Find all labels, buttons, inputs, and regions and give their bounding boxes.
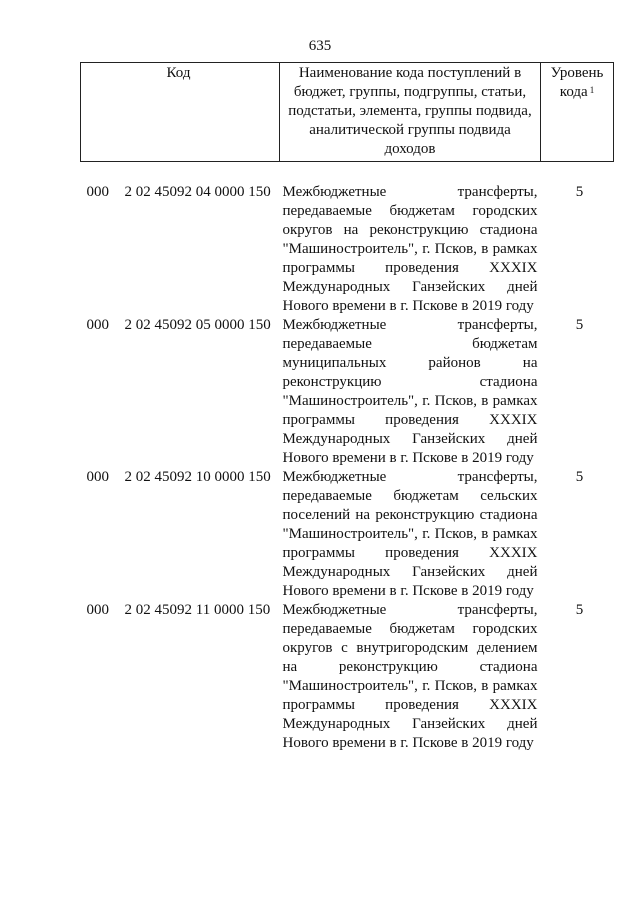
header-level: [541, 63, 614, 162]
table-row: [81, 316, 614, 468]
page-number: 635: [308, 38, 332, 54]
admin-code: 000: [86, 602, 109, 618]
revenue-code: 2 02 45092 10 0000 150: [124, 469, 271, 485]
header-level-label: Уровень кода: [550, 65, 604, 100]
code-level: 5: [575, 317, 584, 333]
table-header-row: [81, 63, 614, 162]
admin-code: 000: [86, 317, 109, 333]
revenue-code: 2 02 45092 05 0000 150: [124, 317, 271, 333]
admin-code: 000: [86, 469, 109, 485]
table-header: [81, 63, 614, 162]
revenue-name: Межбюджетные трансферты, передаваемые бюджетам городских округов с внутригородским делением на реконструкцию стадиона "Машиностроитель", г. Псков, в рамках программы проведения XXXIX Международных Ганзейских дней Нового времени в г. Пскове в 2019 году: [282, 602, 538, 751]
footnote-marker: 1: [589, 85, 595, 95]
revenue-codes-table: [80, 62, 614, 753]
code-level: 5: [575, 602, 584, 618]
header-code: Код: [81, 63, 280, 162]
code-level: 5: [575, 184, 584, 200]
header-name: Наименование кода поступлений в бюджет, группы, подгруппы, статьи, подстатьи, элемента, группы подвида, аналитической группы подвида доходов: [280, 63, 541, 162]
revenue-name: Межбюджетные трансферты, передаваемые бюджетам городских округов на реконструкцию стадиона "Машиностроитель", г. Псков, в рамках программы проведения XXXIX Международных Ганзейских дней Нового времени в г. Пскове в 2019 году: [282, 184, 538, 314]
table-body: [81, 162, 614, 754]
admin-code: 000: [86, 184, 109, 200]
code-level: 5: [575, 469, 584, 485]
table-row: [81, 183, 614, 316]
revenue-name: Межбюджетные трансферты, передаваемые бюджетам муниципальных районов на реконструкцию стадиона "Машиностроитель", г. Псков, в рамках программы проведения XXXIX Международных Ганзейских дней Нового времени в г. Пскове в 2019 году: [282, 317, 538, 466]
table-row: [81, 601, 614, 753]
table-spacer: [81, 162, 614, 184]
revenue-name: Межбюджетные трансферты, передаваемые бюджетам сельских поселений на реконструкцию стадиона "Машиностроитель", г. Псков, в рамках программы проведения XXXIX Международных Ганзейских дней Нового времени в г. Пскове в 2019 году: [282, 469, 538, 599]
revenue-code: 2 02 45092 04 0000 150: [124, 184, 271, 200]
table-row: [81, 468, 614, 601]
revenue-code: 2 02 45092 11 0000 150: [124, 602, 271, 618]
